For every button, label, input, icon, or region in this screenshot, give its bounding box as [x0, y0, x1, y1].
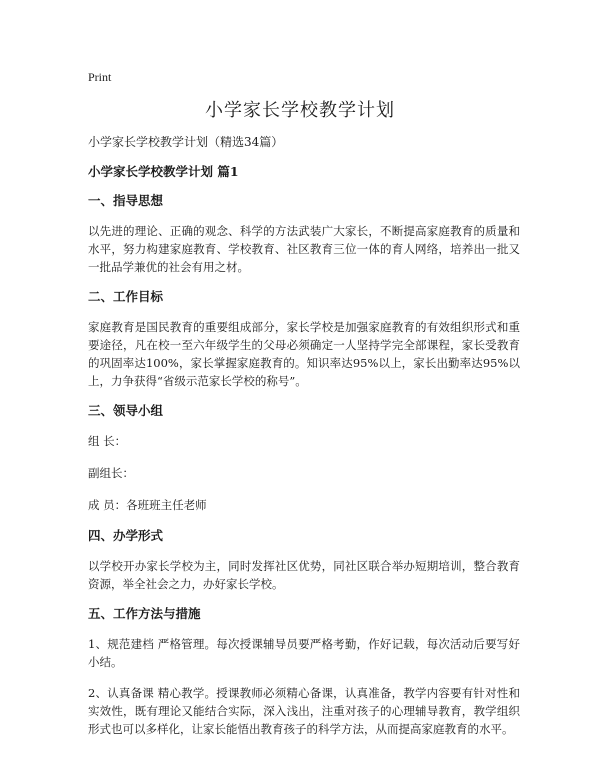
section-heading: 三、领导小组 [88, 403, 164, 418]
print-link[interactable]: Print [88, 70, 112, 84]
section-paragraph: 以学校开办家长学校为主，同时发挥社区优势，同社区联合举办短期培训，整合教育资源，举全社会之力，办好家长学校。 [88, 559, 520, 591]
article-heading: 小学家长学校教学计划 篇1 [88, 164, 239, 179]
leader-line: 组 长： [88, 434, 127, 448]
section-paragraph: 1、规范建档 严格管理。每次授课辅导员要严格考勤，作好记载，每次活动后要写好小结。 [88, 637, 520, 669]
section-heading: 一、指导思想 [88, 193, 164, 208]
section-heading: 二、工作目标 [88, 289, 164, 304]
document-body [88, 134, 520, 751]
document-subtitle: 小学家长学校教学计划（精选34篇） [88, 135, 284, 149]
section-paragraph: 家庭教育是国民教育的重要组成部分，家长学校是加强家庭教育的有效组织形式和重要途径，凡在校一至六年级学生的父母必须确定一人坚持学完全部课程，家长受教育的巩固率达100%，家长掌握家庭教育的。知识率达95%以上，家长出勤率达95%以上，力争获得“省级示范家长学校的称号”。 [88, 320, 520, 388]
deputy-leader-line: 副组长： [88, 466, 134, 480]
members-line: 成 员：各班班主任老师 [88, 498, 207, 512]
section-heading: 四、办学形式 [88, 528, 164, 543]
section-paragraph: 以先进的理论、正确的观念、科学的方法武装广大家长，不断提高家庭教育的质量和水平，努力构建家庭教育、学校教育、社区教育三位一体的育人网络，培养出一批又一批品学兼优的社会有用之材。 [88, 224, 520, 274]
document-title: 小学家长学校教学计划 [205, 100, 395, 121]
section-heading: 五、工作方法与措施 [88, 606, 201, 621]
section-paragraph: 2、认真备课 精心教学。授课教师必须精心备课，认真准备，教学内容要有针对性和实效性，既有理论又能结合实际，深入浅出，注重对孩子的心理辅导教育，教学组织形式也可以多样化，让家长能悟出教育孩子的科学方法，从而提高家庭教育的水平。 [88, 686, 520, 736]
